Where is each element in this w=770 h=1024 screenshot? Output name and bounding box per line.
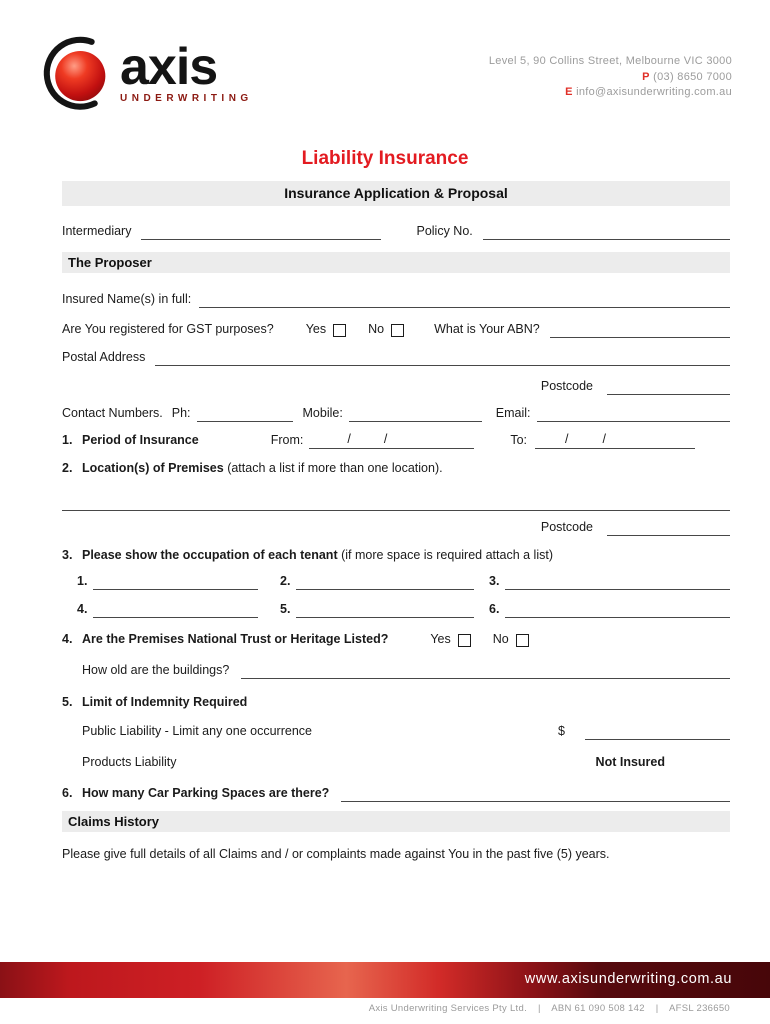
footer-caption	[0, 998, 770, 1024]
footer-abn: ABN 61 090 508 142	[551, 1003, 645, 1014]
postal-address-field[interactable]	[155, 365, 730, 366]
tenant-slots-row-2	[62, 598, 730, 618]
location-field[interactable]	[62, 510, 730, 511]
intermediary-row	[62, 219, 730, 240]
footer-afsl: AFSL 236650	[668, 1003, 730, 1014]
tenant-slot-2-field[interactable]	[296, 589, 474, 590]
from-date-field[interactable]	[309, 432, 474, 449]
q1-label: Period of Insurance	[82, 433, 199, 447]
q3-note: (if more space is required attach a list)	[341, 548, 553, 562]
footer-company: Axis Underwriting Services Pty Ltd.	[368, 1003, 528, 1014]
building-age-row	[62, 659, 730, 679]
header	[0, 0, 770, 112]
phone-line	[489, 70, 732, 86]
building-age-field[interactable]	[241, 678, 730, 679]
intermediary-field[interactable]	[141, 239, 381, 240]
policy-no-label: Policy No.	[416, 224, 473, 238]
ph-field[interactable]	[197, 421, 293, 422]
q4-number: 4.	[62, 632, 73, 646]
footer-separator-1: |	[537, 1003, 541, 1014]
postcode-field-1[interactable]	[607, 394, 730, 395]
footer-website[interactable]: www.axisunderwriting.com.au	[524, 971, 732, 987]
phone-number: (03) 8650 7000	[653, 70, 732, 83]
q5-label: Limit of Indemnity Required	[82, 695, 248, 709]
q3-number: 3.	[62, 548, 73, 562]
q4-label: Are the Premises National Trust or Heritage Listed?	[82, 632, 389, 646]
period-of-insurance-row	[62, 429, 730, 449]
tenant-slot-6-field[interactable]	[505, 617, 730, 618]
gst-yes-label: Yes	[305, 322, 327, 336]
postal-address-row	[62, 346, 730, 366]
heritage-no-checkbox[interactable]	[516, 634, 529, 647]
phone-label: P	[642, 70, 650, 83]
address-line: Level 5, 90 Collins Street, Melbourne VIC 3000	[488, 55, 732, 67]
to-slash-1: /	[565, 432, 569, 446]
q5-number: 5.	[62, 695, 73, 709]
tenant-occupation-row	[62, 544, 730, 564]
mobile-field[interactable]	[349, 421, 482, 422]
to-date-field[interactable]	[535, 432, 695, 449]
currency-symbol: $	[558, 724, 565, 738]
tenant-slot-3-number: 3.	[489, 574, 500, 588]
insured-name-label: Insured Name(s) in full:	[62, 292, 192, 306]
q1-number: 1.	[62, 433, 73, 447]
section-the-proposer: The Proposer	[62, 252, 730, 273]
indemnity-row	[62, 691, 730, 711]
postcode-field-2[interactable]	[607, 535, 730, 536]
insured-name-field[interactable]	[199, 307, 730, 308]
location-row	[62, 457, 730, 477]
tenant-slot-5-number: 5.	[280, 602, 291, 616]
abn-question-label: What is Your ABN?	[434, 322, 540, 336]
q2-note: (attach a list if more than one location).	[227, 461, 443, 475]
tenant-slots-row-1	[62, 570, 730, 590]
to-label: To:	[510, 433, 528, 447]
public-liability-label: Public Liability - Limit any one occurrence	[82, 724, 312, 738]
company-address-block	[489, 34, 732, 101]
q2-number: 2.	[62, 461, 73, 475]
heritage-row	[62, 628, 730, 648]
gst-question-label: Are You registered for GST purposes?	[62, 322, 274, 336]
tenant-slot-2-number: 2.	[280, 574, 291, 588]
tenant-slot-3-field[interactable]	[505, 589, 730, 590]
contact-email-label: Email:	[495, 406, 531, 420]
tenant-slot-6-number: 6.	[489, 602, 500, 616]
heritage-yes-label: Yes	[430, 632, 451, 646]
tenant-slot-1-number: 1.	[77, 574, 88, 588]
location-line-row	[62, 503, 730, 511]
public-liability-amount-field[interactable]	[585, 739, 730, 740]
from-slash-2: /	[383, 432, 388, 446]
postal-address-label: Postal Address	[62, 350, 146, 364]
building-age-label: How old are the buildings?	[82, 663, 230, 677]
email-line	[489, 85, 732, 101]
q2-label: Location(s) of Premises	[82, 461, 224, 475]
logo-brand-text: axis	[120, 37, 218, 96]
q6-number: 6.	[62, 786, 73, 800]
footer	[0, 962, 770, 1024]
car-parking-row	[62, 782, 730, 802]
gst-no-checkbox[interactable]	[391, 324, 404, 337]
from-label: From:	[270, 433, 304, 447]
abn-field[interactable]	[550, 337, 730, 338]
postcode-row-1	[62, 375, 730, 395]
gst-no-label: No	[368, 322, 385, 336]
postcode-row-2	[62, 516, 730, 536]
products-liability-value: Not Insured	[595, 755, 665, 769]
tenant-slot-1-field[interactable]	[93, 589, 258, 590]
to-slash-2: /	[602, 432, 606, 446]
footer-website-bar	[0, 962, 770, 998]
axis-orb-icon	[40, 34, 116, 112]
email-label: E	[565, 86, 573, 98]
claims-instruction: Please give full details of all Claims and / or complaints made against You in the past five (5) years.	[62, 847, 610, 861]
email-address[interactable]: info@axisunderwriting.com.au	[576, 86, 732, 98]
contact-numbers-row	[62, 402, 730, 422]
postcode-label-1: Postcode	[540, 379, 593, 393]
postcode-label-2: Postcode	[540, 520, 593, 534]
policy-no-field[interactable]	[483, 239, 730, 240]
heritage-no-label: No	[492, 632, 509, 646]
ph-label: Ph:	[171, 406, 191, 420]
intermediary-label: Intermediary	[62, 224, 132, 238]
section-claims-history: Claims History	[62, 811, 730, 832]
from-slash-1: /	[347, 432, 351, 446]
q6-label: How many Car Parking Spaces are there?	[82, 786, 330, 800]
gst-yes-checkbox[interactable]	[333, 324, 346, 337]
page-title: Liability Insurance	[301, 148, 469, 169]
subtitle-bar: Insurance Application & Proposal	[62, 181, 730, 206]
footer-separator-2: |	[655, 1003, 659, 1014]
public-liability-row	[62, 720, 730, 740]
car-parking-field[interactable]	[341, 801, 730, 802]
contact-email-field[interactable]	[537, 421, 730, 422]
tenant-slot-5-field[interactable]	[296, 617, 474, 618]
tenant-slot-4-number: 4.	[77, 602, 88, 616]
claims-instruction-row	[62, 845, 730, 863]
heritage-yes-checkbox[interactable]	[458, 634, 471, 647]
products-liability-label: Products Liability	[82, 755, 177, 769]
q3-label: Please show the occupation of each tenant	[82, 548, 338, 562]
axis-logo	[40, 34, 253, 112]
tenant-slot-4-field[interactable]	[93, 617, 258, 618]
logo-sub-text: UNDERWRITING	[120, 92, 253, 104]
gst-row	[62, 318, 730, 338]
products-liability-row	[62, 751, 730, 771]
insured-name-row	[62, 288, 730, 308]
mobile-label: Mobile:	[302, 406, 343, 420]
contact-numbers-label: Contact Numbers.	[62, 406, 163, 420]
